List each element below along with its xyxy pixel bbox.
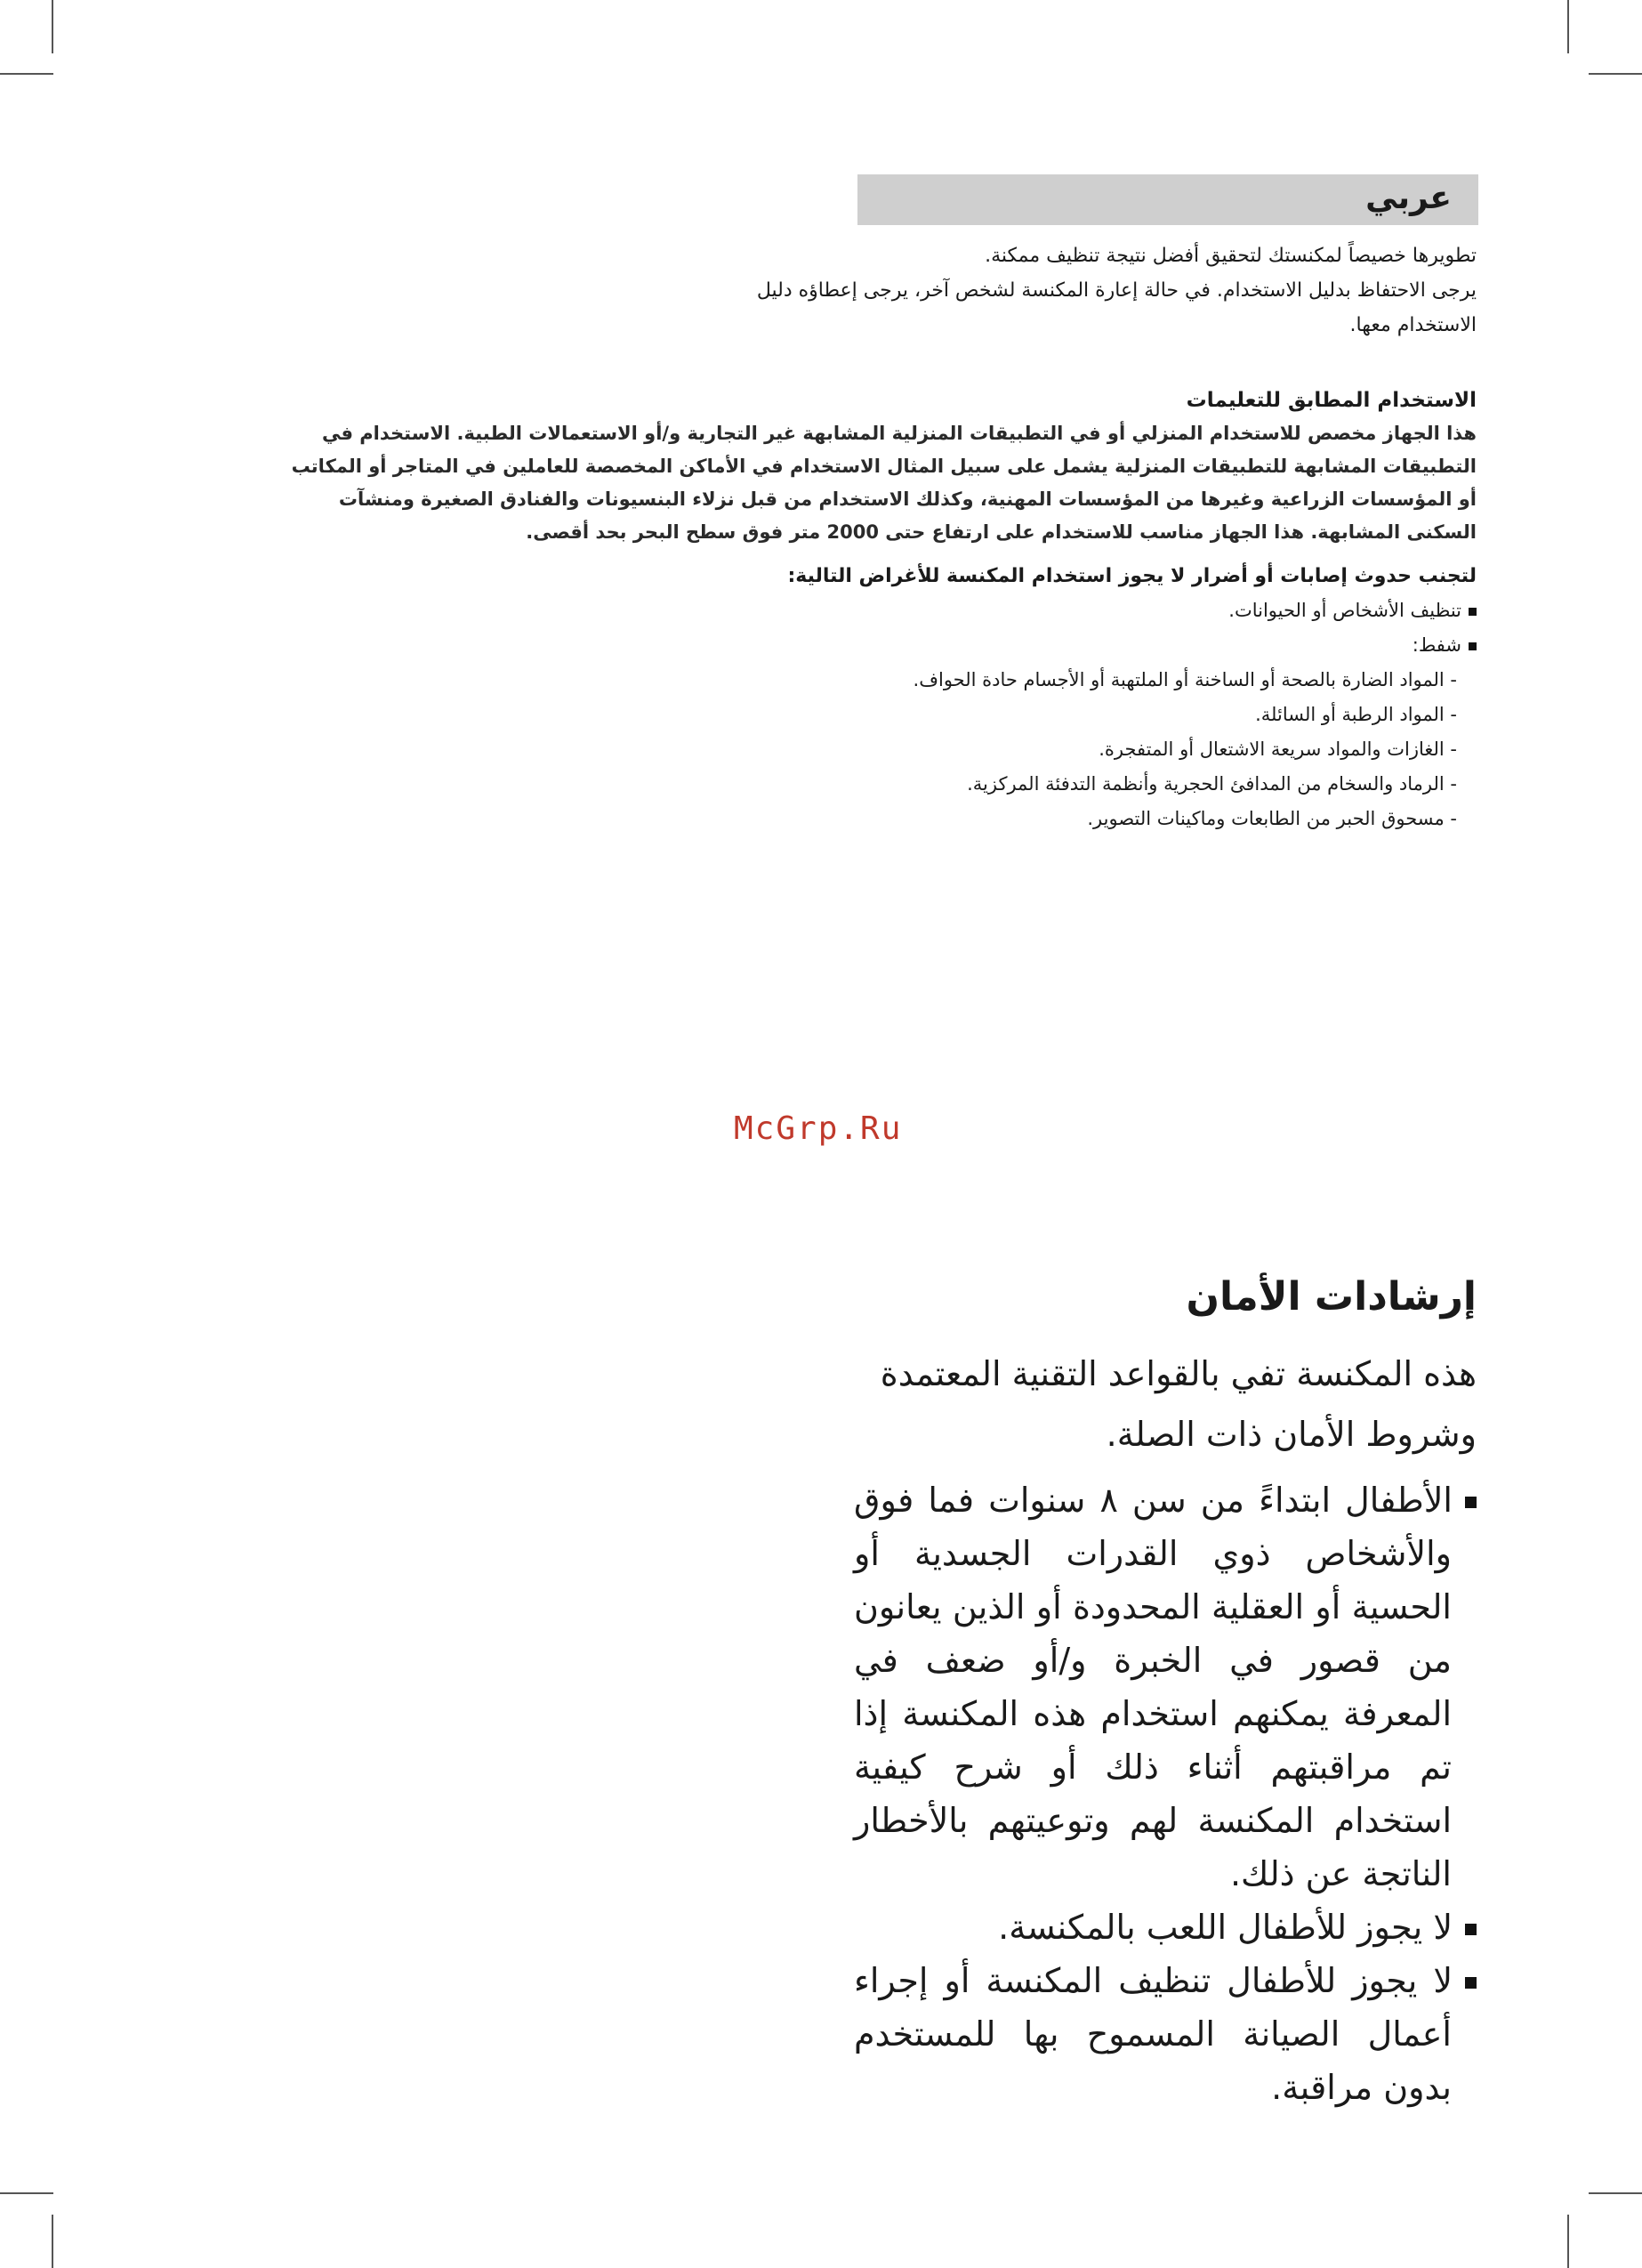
safety-heading: إرشادات الأمان	[1186, 1274, 1477, 1320]
list-item: لا يجوز للأطفال اللعب بالمكنسة.	[854, 1901, 1477, 1954]
prohibited-uses-heading: لتجنب حدوث إصابات أو أضرار لا يجوز استخدام المكنسة للأغراض التالية:	[787, 565, 1477, 587]
safety-list	[854, 1473, 1477, 2114]
bullet-square-icon	[1465, 1977, 1477, 1989]
crop-mark	[52, 0, 53, 53]
crop-mark	[1567, 2215, 1569, 2268]
bullet-square-icon	[1465, 1924, 1477, 1935]
prohibited-uses-section	[587, 559, 1477, 836]
crop-mark	[1589, 73, 1642, 75]
list-item: لا يجوز للأطفال تنظيف المكنسة أو إجراء أعمال الصيانة المسموح بها للمستخدم بدون مراقبة.	[854, 1954, 1477, 2114]
intended-use-body: هذا الجهاز مخصص للاستخدام المنزلي أو في التطبيقات المنزلية المشابهة غير التجارية و/أو الاستعمالات الطبية. الاستخدام في التطبيقات المشابهة للتطبيقات المنزلية يشمل على سبيل المثال الاستخدام في الأماكن المخصصة للعاملين في المتاجر أو المكاتب أو المؤسسات الزراعية وغيرها من المؤسسات المهنية، وكذلك الاستخدام من قبل نزلاء البنسيونات والفنادق الصغيرة ومنشآت السكنى المشابهة. هذا الجهاز مناسب للاستخدام على ارتفاع حتى 2000 متر فوق سطح البحر بحد أقصى.	[291, 423, 1477, 543]
intended-use-heading: الاستخدام المطابق للتعليمات	[1186, 389, 1477, 412]
list-item: تنظيف الأشخاص أو الحيوانات.	[587, 593, 1477, 628]
list-item: الأطفال ابتداءً من سن ٨ سنوات فما فوق والأشخاص ذوي القدرات الجسدية أو الحسية أو العقلية المحدودة أو الذين يعانون من قصور في الخبرة و/أو ضعف في المعرفة يمكنهم استخدام هذه المكنسة إذا تم مراقبتهم أثناء ذلك أو شرح كيفية استخدام المكنسة لهم وتوعيتهم بالأخطار الناتجة عن ذلك.	[854, 1473, 1477, 1901]
watermark: McGrp.Ru	[734, 1110, 903, 1147]
intro-line: يرجى الاحتفاظ بدليل الاستخدام. في حالة إعارة المكنسة لشخص آخر، يرجى إعطاؤه دليل الاستخدام معها.	[756, 279, 1477, 336]
prohibited-uses-list	[587, 593, 1477, 663]
intro-text	[747, 238, 1477, 343]
list-item: شفط:	[587, 628, 1477, 663]
bullet-square-icon	[1465, 1497, 1477, 1508]
intended-use-section	[285, 384, 1477, 549]
crop-mark	[1589, 2192, 1642, 2194]
list-item: - الرماد والسخام من المدافئ الحجرية وأنظمة التدفئة المركزية.	[967, 773, 1457, 795]
language-label: عربي	[1365, 180, 1452, 216]
list-item: - مسحوق الحبر من الطابعات وماكينات التصوير.	[1087, 808, 1457, 829]
crop-mark	[0, 73, 53, 75]
crop-mark	[1567, 0, 1569, 53]
list-item: - الغازات والمواد سريعة الاشتعال أو المتفجرة.	[1099, 739, 1457, 760]
crop-mark	[0, 2192, 53, 2194]
crop-mark	[52, 2215, 53, 2268]
intro-line: تطويرها خصيصاً لمكنستك لتحقيق أفضل نتيجة تنظيف ممكنة.	[985, 245, 1477, 267]
bullet-square-icon	[1469, 642, 1477, 650]
safety-instructions-section	[854, 1271, 1477, 2114]
safety-lead: هذه المكنسة تفي بالقواعد التقنية المعتمدة وشروط الأمان ذات الصلة.	[880, 1354, 1477, 1454]
list-item: - المواد الرطبة أو السائلة.	[1255, 704, 1457, 725]
bullet-square-icon	[1469, 608, 1477, 616]
language-header-bar	[857, 174, 1478, 225]
prohibited-materials-list	[587, 663, 1477, 836]
list-item: - المواد الضارة بالصحة أو الساخنة أو الملتهبة أو الأجسام حادة الحواف.	[913, 669, 1457, 690]
